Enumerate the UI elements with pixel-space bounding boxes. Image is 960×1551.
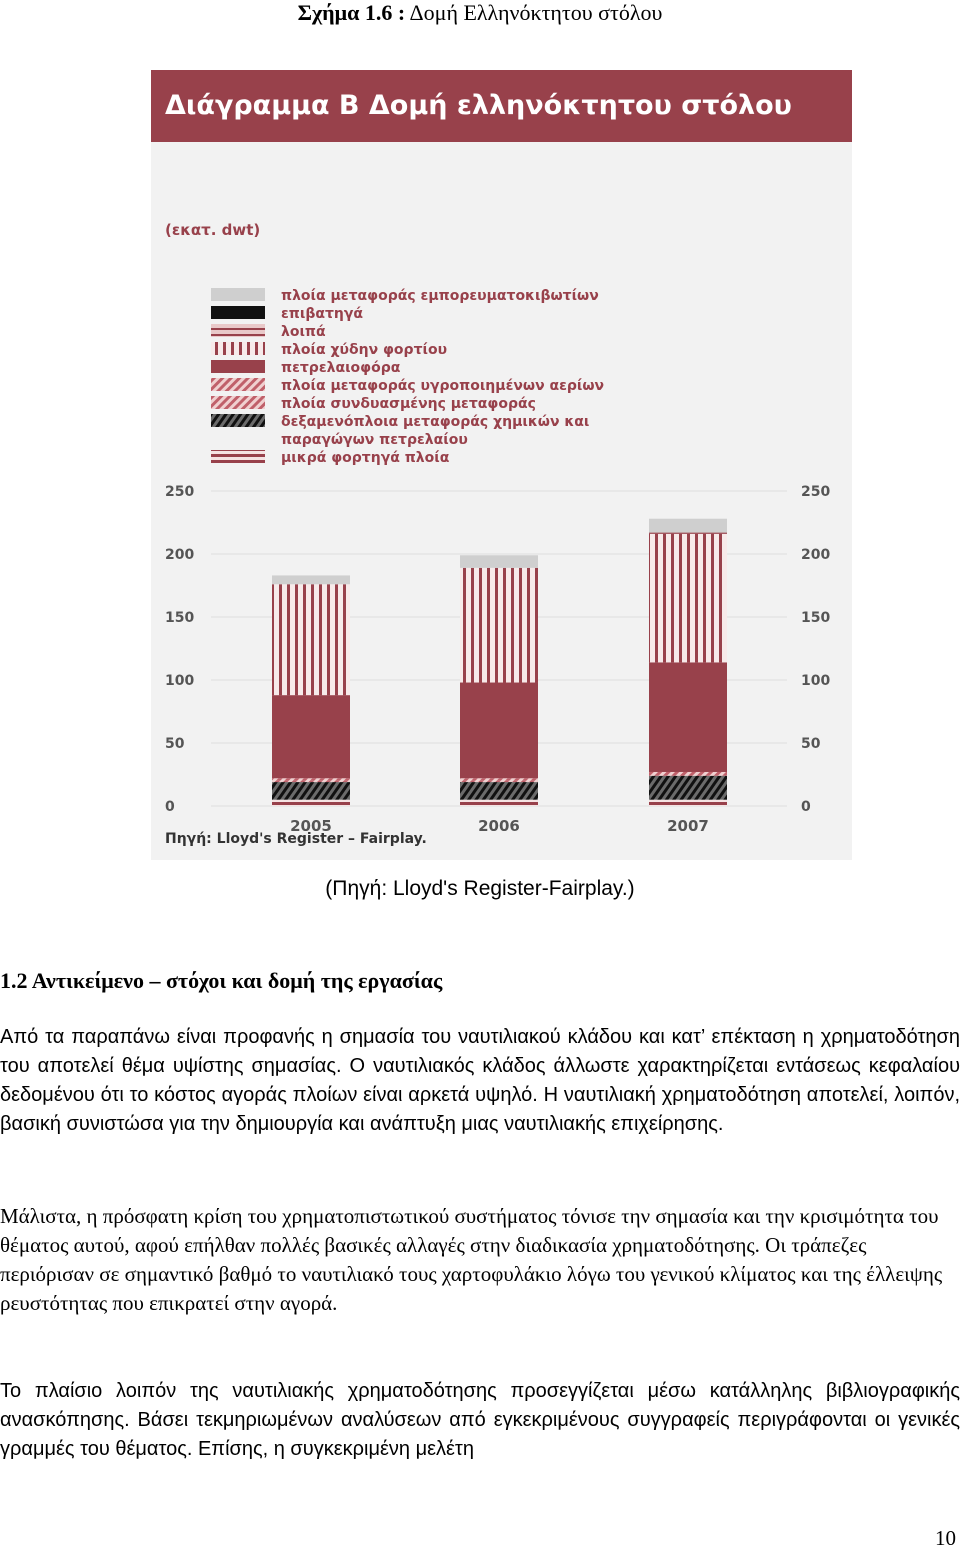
y-tick-label-left: 150 [165,610,195,626]
bar-segment [649,772,727,775]
legend-swatch [211,360,265,373]
bar-segment [272,695,350,778]
legend-label: πλοία συνδυασμένης μεταφοράς [281,396,536,412]
y-tick-label-right: 150 [801,610,831,626]
bar-segment [272,781,350,782]
chart-legend [211,288,604,466]
figure-title: Δομή Ελληνόκτητου στόλου [409,0,663,25]
legend-swatch [211,342,265,355]
legend-swatch [211,414,265,427]
y-tick-label-right: 200 [801,547,831,563]
bar-segment [272,800,350,806]
x-tick-label: 2006 [478,817,520,835]
figure-caption [0,0,960,26]
y-tick-label-left: 50 [165,736,185,752]
legend-label: δεξαμενόπλοια μεταφοράς χημικών και [281,414,590,430]
legend-swatch [211,324,265,337]
legend-swatch [211,378,265,391]
bar-segment [460,782,538,800]
bar-segment [460,555,538,568]
legend-label: επιβατηγά [281,306,364,322]
chart-figure [151,70,852,860]
chart-source-note: Πηγή: Lloyd's Register – Fairplay. [165,831,427,847]
x-tick-label: 2007 [667,817,709,835]
legend-swatch [211,306,265,319]
bar-segment [649,800,727,806]
bar-segment [649,519,727,533]
paragraph-1: Από τα παραπάνω είναι προφανής η σημασία του ναυτιλιακού κλάδου και κατ’ επέκταση η χρηματοδότηση του αποτελεί θέμα υψίστης σημασίας. Ο ναυτιλιακός κλάδος άλλωστε χαρακτηρίζεται εντάσεως κεφαλαίου δεδομένου ότι το κόστος αγοράς πλοίων είναι αρκετά υψηλό. Η ναυτιλιακή χρηματοδότηση αποτελεί, λοιπόν, βασική συνιστώσα για την δημιουργία και ανάπτυξη μιας ναυτιλιακής επιχείρησης. [0,1026,960,1135]
bar-segment [649,776,727,800]
legend-label: πλοία μεταφοράς υγροποιημένων αερίων [281,378,605,394]
legend-swatch [211,396,265,409]
legend-swatch [211,450,265,463]
bar-segment [460,778,538,781]
y-tick-label-left: 200 [165,547,195,563]
chart-bars [272,519,727,835]
chart-header-title: Διάγραμμα Β Δομή ελληνόκτητου στόλου [151,70,852,142]
bar-segment [460,781,538,782]
bar-segment [272,584,350,695]
legend-swatch [211,288,265,301]
legend-label: πλοία μεταφοράς εμπορευματοκιβωτίων [281,288,599,304]
bar-segment [649,534,727,663]
bar-segment [460,800,538,806]
figure-label: Σχήμα 1.6 : [297,0,406,25]
chart-svg [151,142,852,860]
y-tick-label-left: 250 [165,484,195,500]
bar-segment [272,778,350,781]
bar-segment [649,662,727,772]
paragraph-2: Μάλιστα, η πρόσφατη κρίση του χρηματοπιστωτικού συστήματος τόνισε την σημασία και την κρισιμότητα του θέματος αυτού, αφού επήλθαν πολλές βασικές αλλαγές στην διαδικασία χρηματοδότησης. Οι τράπεζες περιόρισαν σε σημαντικό βαθμό το ναυτιλιακό τους χαρτοφυλάκιο λόγω του γενικού κλίματος και της έλλειψης ρευστότητας που επικρατεί στην αγορά. [0,1204,943,1315]
legend-label: μικρά φορτηγά πλοία [281,450,450,466]
bar-segment [649,775,727,776]
legend-label: πλοία χύδην φορτίου [281,342,448,358]
y-tick-label-right: 100 [801,673,831,689]
x-tick-label: 2005 [290,817,332,835]
paragraph-3: Το πλαίσιο λοιπόν της ναυτιλιακής χρηματοδότησης προσεγγίζεται μέσω κατάλληλης βιβλιογραφικής ανασκόπησης. Βάσει τεκμηριωμένων αναλύσεων από εγκεκριμένους συγγραφείς περιγράφονται οι γενικές γραμμές του θέματος. Επίσης, η συγκεκριμένη μελέτη [0,1380,960,1460]
bar-segment [649,533,727,534]
y-tick-label-right: 50 [801,736,821,752]
chart-unit-label: (εκατ. dwt) [165,221,261,239]
source-caption: (Πηγή: Lloyd's Register-Fairplay.) [325,877,635,900]
y-tick-label-left: 100 [165,673,195,689]
section-heading: 1.2 Αντικείμενο – στόχοι και δομή της εργασίας [0,968,443,993]
y-tick-label-right: 0 [801,799,811,815]
legend-label: πετρελαιοφόρα [281,360,401,376]
page-number: 10 [935,1526,956,1550]
legend-label: παραγώγων πετρελαίου [281,432,468,448]
bar-segment [272,782,350,800]
bar-segment [460,683,538,779]
y-tick-label-right: 250 [801,484,831,500]
bar-segment [460,568,538,683]
legend-label: λοιπά [281,324,326,340]
y-tick-label-left: 0 [165,799,175,815]
bar-segment [272,575,350,584]
